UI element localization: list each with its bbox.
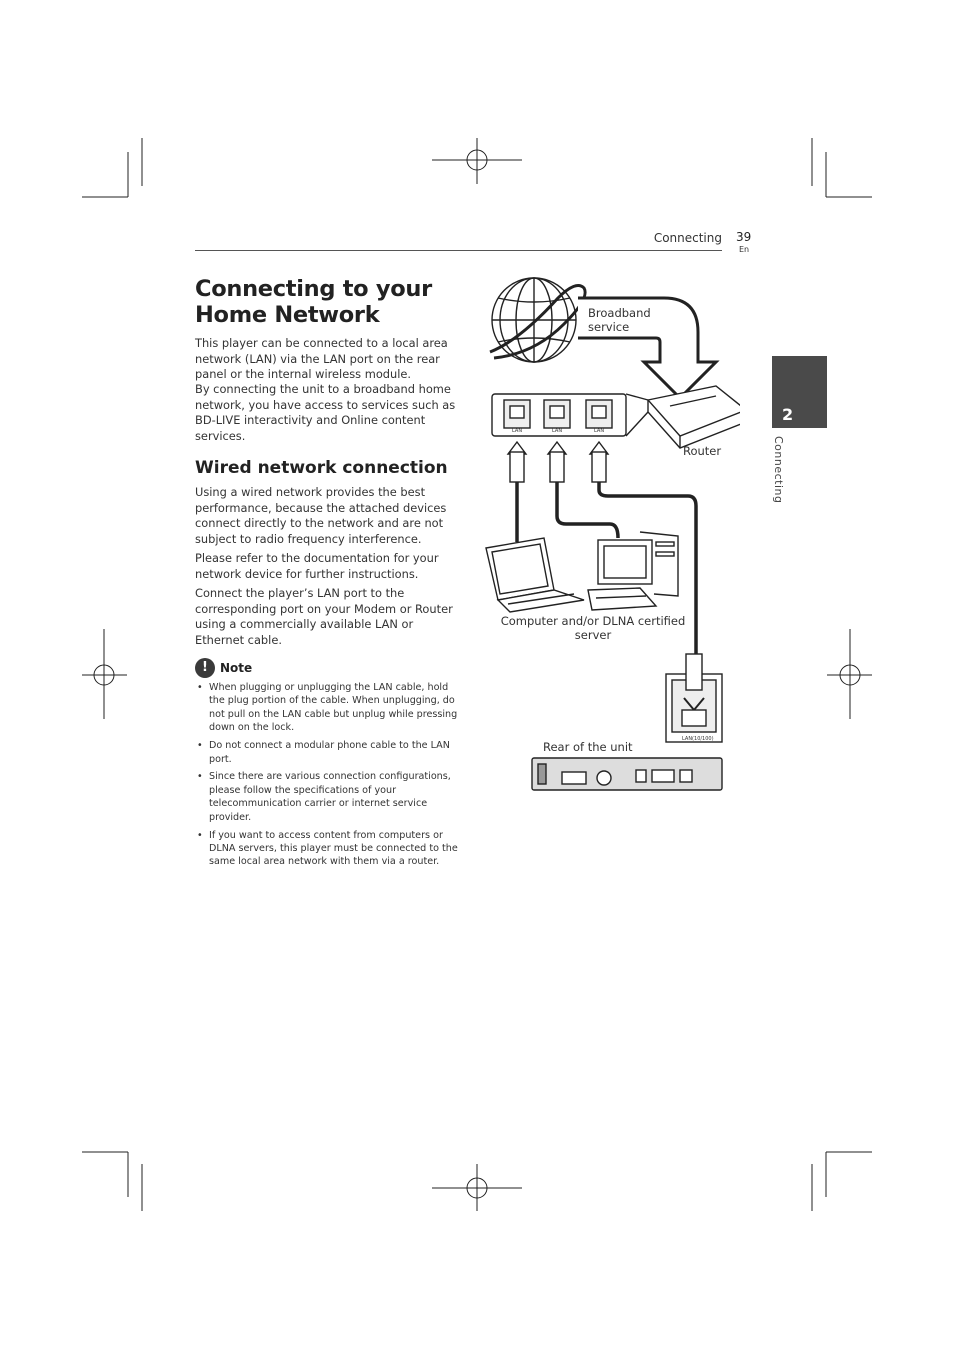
router-port-label: LAN: [552, 428, 563, 434]
note-item: • Do not connect a modular phone cable to the LAN port.: [195, 739, 463, 766]
note-list: [195, 681, 463, 873]
body-paragraph-1: Using a wired network provides the best performance, because the attached devices connect directly to the network and are not subject to radio frequency interference.: [195, 485, 447, 546]
router-icon: [648, 386, 740, 448]
body-paragraph-2: Please refer to the documentation for your network device for further instructions.: [195, 551, 439, 581]
note-title: Note: [220, 661, 253, 675]
desktop-computer-icon: [588, 532, 678, 610]
chapter-tab: [772, 356, 827, 428]
broadband-label: Broadband service: [588, 306, 651, 334]
network-diagram: [480, 270, 740, 810]
rear-of-unit-label: Rear of the unit: [543, 740, 633, 754]
note-item: • Since there are various connection configurations, please follow the specifications of your telecommunication carrier or internet service provider.: [195, 770, 463, 824]
intro-paragraph-2: By connecting the unit to a broadband home network, you have access to services such as BD-LIVE interactivity and Online content services.: [195, 382, 456, 443]
router-port-label: LAN: [594, 428, 605, 434]
chapter-number: 2: [782, 405, 794, 424]
unit-port-label: LAN(10/100): [682, 736, 714, 742]
laptop-icon: [486, 538, 584, 612]
body-paragraph-3: Connect the player’s LAN port to the corresponding port on your Modem or Router using a commercially available LAN or Ethernet cable.: [195, 586, 453, 647]
computer-label: Computer and/or DLNA certified server: [500, 614, 686, 642]
section-heading: Wired network connection: [195, 458, 448, 478]
note-item: • If you want to access content from computers or DLNA servers, this player must be connected to the same local area network with them via a router.: [195, 829, 463, 869]
router-label: Router: [683, 444, 722, 458]
intro-paragraph-1: This player can be connected to a local area network (LAN) via the LAN port on the rear panel or the internal wireless module.: [195, 336, 448, 381]
player-rear-panel: [532, 758, 722, 790]
diagram-illustration: [480, 270, 740, 810]
note-alert-icon: !: [195, 658, 215, 678]
router-port-label: LAN: [512, 428, 523, 434]
header-rule: [195, 250, 722, 251]
chapter-label: Connecting: [772, 436, 785, 504]
language-code: En: [739, 245, 750, 254]
globe-icon: [490, 278, 585, 362]
page-title: Connecting to your Home Network: [195, 276, 432, 328]
note-item: • When plugging or unplugging the LAN cable, hold the plug portion of the cable. When unplugging, do not pull on the LAN cable but unplug while pressing down on the lock.: [195, 681, 463, 735]
running-header-section: Connecting: [653, 231, 722, 245]
page-number: 39: [736, 230, 752, 244]
